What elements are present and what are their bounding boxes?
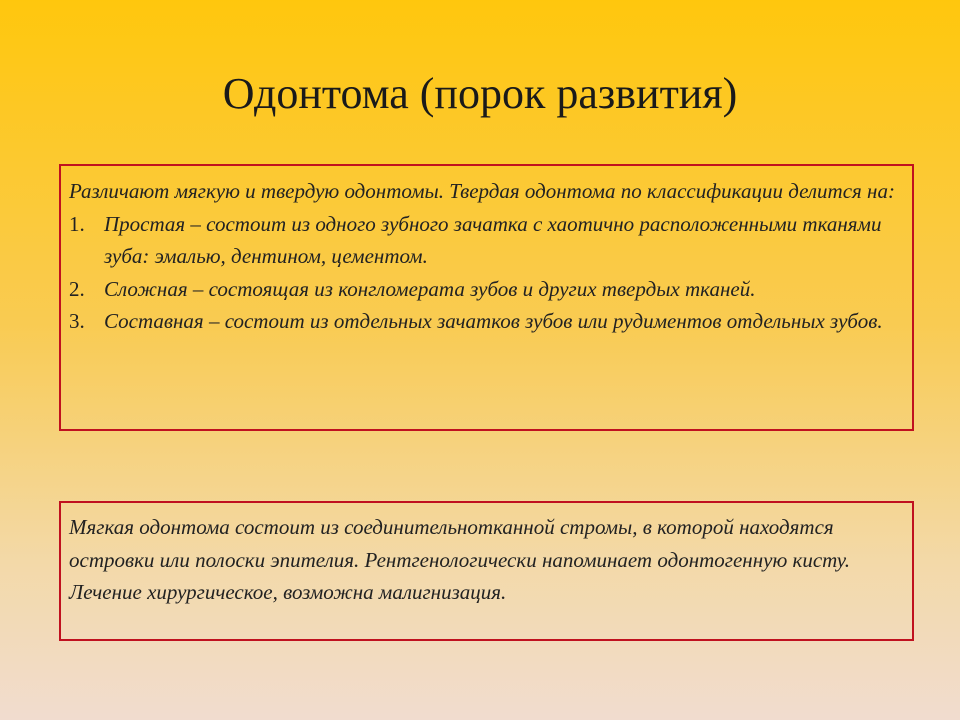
- list-item-text: Простая – состоит из одного зубного зачатка с хаотично расположенными тканями зуба: эмалью, дентином, цементом.: [104, 211, 882, 268]
- list-item-text: Сложная – состоящая из конгломерата зубов и других твердых тканей.: [104, 276, 756, 301]
- list-item: [69, 305, 904, 338]
- classification-list: [69, 208, 904, 338]
- list-item: [69, 273, 904, 306]
- soft-odontoma-box: [59, 501, 914, 641]
- intro-text: Различают мягкую и твердую одонтомы. Твердая одонтома по классификации делится на:: [69, 179, 895, 203]
- list-number: 1.: [69, 211, 85, 236]
- list-item-text: Составная – состоит из отдельных зачатков зубов или рудиментов отдельных зубов.: [104, 309, 883, 333]
- list-number: 2.: [69, 276, 85, 301]
- list-item: [69, 208, 904, 273]
- slide-title: Одонтома (порок развития): [222, 69, 738, 118]
- classification-box: [59, 164, 914, 431]
- list-number: 3.: [69, 309, 85, 333]
- soft-odontoma-text: Мягкая одонтома состоит из соединительнотканной стромы, в которой находятся островки или полоски эпителия. Рентгенологически напоминает одонтогенную кисту. Лечение хирургическое, возможна малигнизация.: [69, 515, 851, 604]
